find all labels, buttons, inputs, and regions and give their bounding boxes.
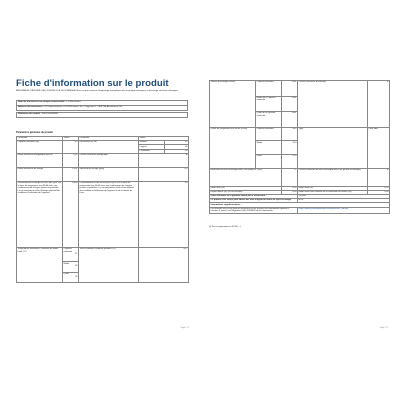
param-value: 49 xyxy=(139,181,189,247)
header-cell: Paramètre xyxy=(17,137,63,141)
warranty-value: 24 mois xyxy=(298,194,390,198)
address-value: EU representative of LG Electronics Inc., Krijgsman 1, 1186 DM Amstelveen, NL xyxy=(44,106,123,109)
param-name: Départ différé (W) (le cas échéant) xyxy=(210,190,282,194)
additional-info-label: Informations supplémentaires : xyxy=(210,203,390,207)
sub-cell xyxy=(63,262,79,273)
param-value: 2,00 xyxy=(368,190,390,194)
sub-value: 56 xyxy=(165,149,189,153)
param-name: Efficacité de rinçage (g/kg) xyxy=(79,167,139,181)
sub-label: Capacité nominale xyxy=(63,248,73,253)
address-row xyxy=(16,105,188,111)
document-page-2 xyxy=(205,68,394,332)
model-value: F4DV5509SMW xyxy=(42,113,58,116)
param-value: 1,031 xyxy=(63,167,79,181)
param-name: Type xyxy=(298,127,368,168)
sub-label: Moitié xyxy=(63,262,70,265)
sub-cell xyxy=(63,272,79,283)
sub-value: 1381 xyxy=(282,96,298,112)
sub-value: 33 xyxy=(75,265,78,268)
param-name: Classe d'efficacité d'essorage xyxy=(298,81,368,128)
silver-ions-label: Ce produit a été conçu pour libérer des ions d'argent au cours du cycle de lavage xyxy=(210,199,298,203)
warranty-label: Durée minimale de la garantie offerte par le fournisseur : xyxy=(210,194,298,198)
sub-label: Quart de la capacité nominale xyxy=(256,112,282,128)
sub-value: 60 xyxy=(165,145,189,149)
sub-label: Capacité nominale xyxy=(256,127,282,141)
sub-label: Hauteur xyxy=(139,141,165,145)
param-name: Vitesse d'essorage (tr/min) xyxy=(210,81,256,128)
param-name: Consommation d'énergie en kWh par cycle, sur la base du programme éco 40-60 avec une combinaison de charges pleines et partielles. La consommation réelle d'énergie dépend des conditions d'utilisation de l'appareil. xyxy=(17,181,63,247)
sub-label: Largeur xyxy=(139,145,165,149)
param-name: Mode veille (W) xyxy=(298,186,368,190)
param-value: 0,50 xyxy=(282,186,298,190)
param-value: 51,6 xyxy=(63,153,79,167)
table-row xyxy=(210,168,390,186)
sub-cell xyxy=(63,247,79,262)
param-name: Capacité nominale (kg) xyxy=(17,141,63,154)
param-name: Température maximale à l'intérieur du textile traité (°C) xyxy=(17,247,63,283)
sub-value: 37 xyxy=(75,253,78,256)
param-value: B xyxy=(368,81,390,128)
param-value: 9,0 xyxy=(63,141,79,154)
param-name: Mode arrêt (W) xyxy=(210,186,282,190)
param-value: 71 xyxy=(282,168,298,186)
page-number: Page 1 / 2 xyxy=(180,327,189,329)
param-name: Taux d'humidité résiduelle pondéré (%) xyxy=(79,247,139,283)
sub-value: 1381 xyxy=(282,81,298,97)
supplier-value: LG Electronics xyxy=(66,101,81,104)
table-row xyxy=(17,167,189,181)
sub-label: Capacité nominale xyxy=(256,81,282,97)
silver-ions-value: NON xyxy=(298,199,390,203)
param-name: Indice d'efficacité de lavage xyxy=(17,167,63,181)
sub-value: 3:10 xyxy=(282,154,298,168)
address-label: Adresse du fournisseur : xyxy=(18,106,44,109)
sub-value: 1381 xyxy=(282,112,298,128)
param-value: B xyxy=(368,168,390,186)
model-label: Référence du modèle : xyxy=(18,113,42,116)
param-name: Émissions de bruit acoustique dans l'air (dB(A) re 1 pW) xyxy=(210,168,282,186)
link-description: Lien internet vers le site web du fournisseur où se trouvent les informations figurant à l'annexe II, point 9, du Règlement (UE) 2023/826 de la Commission : xyxy=(210,207,298,214)
param-name: Classe d'émission de bruit acoustique dans l'air (phase d'essorage) xyxy=(298,168,368,186)
param-name: Mode veille avec maintien de la connexion au réseau (W) xyxy=(298,190,368,194)
document-page-1 xyxy=(6,68,195,332)
table-row xyxy=(17,247,189,262)
param-value: 4,00 xyxy=(282,190,298,194)
param-name: Consommation d'eau en litres par cycle, sur la base du programme éco 40-60 avec une combinaison de charges pleines et partielles. La consommation réelle d'eau dépend des conditions d'utilisation de l'appareil et de la dureté de l'eau. xyxy=(79,181,139,247)
table-row xyxy=(210,127,390,141)
param-value: 52,7 xyxy=(139,247,189,283)
header-cell: Paramètre xyxy=(79,137,139,141)
params-title: Paramètres généraux du produit xyxy=(16,131,53,134)
footnote: (a) Pour le programme éco 40-60 (—) xyxy=(209,226,241,228)
param-value: Pose libre xyxy=(368,127,390,168)
sub-value: 85 xyxy=(165,141,189,145)
param-name: Classe d'efficacité énergétique xyxy=(79,153,139,167)
sub-label: Quart xyxy=(63,273,69,276)
param-value: 0,460 xyxy=(63,181,79,247)
page-title: Fiche d'information sur le produit xyxy=(16,78,169,89)
params-table-2 xyxy=(209,80,390,214)
sub-label: Quart xyxy=(256,154,282,168)
sub-value: 3:45 xyxy=(282,127,298,141)
param-name: Indice d'efficacité énergétique (EEI W) xyxy=(17,153,63,167)
sub-label: Moitié xyxy=(256,141,282,155)
page-number: Page 2 / 2 xyxy=(379,327,388,329)
param-name: Dimensions en cm xyxy=(79,141,139,154)
regulation-intro: RÈGLEMENT DÉLÉGUÉ (UE) 2019/2014 DE LA COMMISSION en ce qui concerne l'étiquetage énergétique des lave-linge ménagers et lave-linge séchants ménagers xyxy=(16,90,178,92)
sub-value: 26 xyxy=(75,275,78,278)
table-row xyxy=(210,81,390,97)
param-value: A xyxy=(139,153,189,167)
table-row xyxy=(17,153,189,167)
header-cell: Valeur xyxy=(63,137,79,141)
table-row xyxy=(17,181,189,247)
sub-label: Moitié de la capacité nominale xyxy=(256,96,282,112)
params-table xyxy=(16,136,189,283)
supplier-label: Nom du fournisseur ou marque commerciale : xyxy=(18,101,66,104)
param-name: Durée du programme éco 40-60 (h:min) xyxy=(210,127,256,168)
manual-link[interactable]: https://www.lg.com/global/spec/common/user_manual xyxy=(298,207,390,214)
header-cell: Valeur xyxy=(139,137,189,141)
param-value: 4,9 xyxy=(139,167,189,181)
sub-label: Profondeur xyxy=(139,149,165,153)
sub-value: 3:10 xyxy=(282,141,298,155)
table-row xyxy=(210,207,390,214)
model-row xyxy=(16,112,188,118)
param-value: 0,50 xyxy=(368,186,390,190)
